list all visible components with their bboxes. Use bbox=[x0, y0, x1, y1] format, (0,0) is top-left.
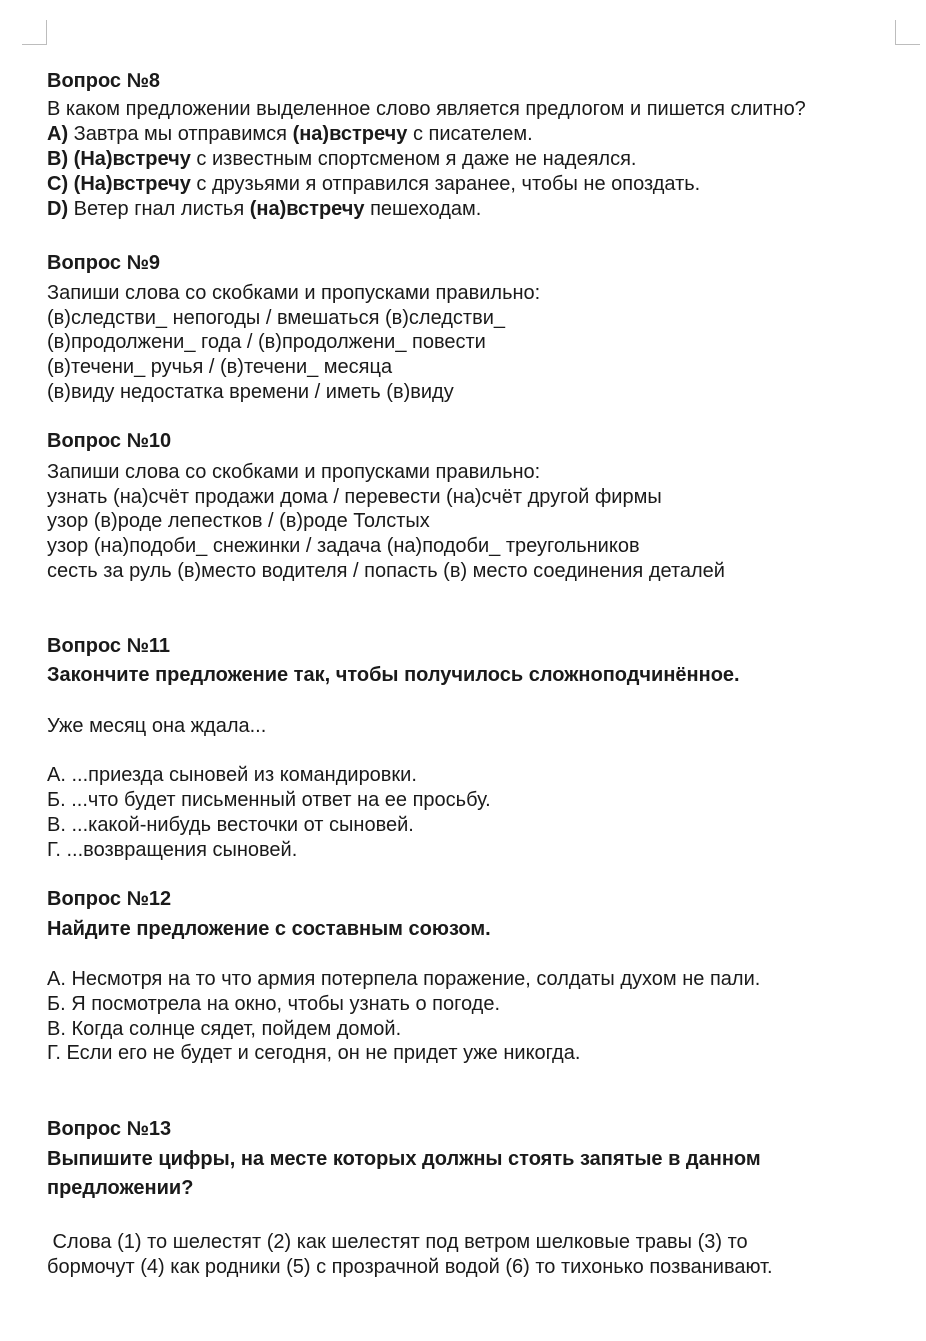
question-11-option: В. ...какой-нибудь весточки от сыновей. bbox=[47, 814, 414, 836]
page-corner-mark-left bbox=[22, 20, 47, 45]
question-11-task: Закончите предложение так, чтобы получилось сложноподчинённое. bbox=[47, 664, 740, 686]
question-11-option: Б. ...что будет письменный ответ на ее просьбу. bbox=[47, 789, 491, 811]
question-10-line: узнать (на)счёт продажи дома / перевести (на)счёт другой фирмы bbox=[47, 486, 662, 508]
question-12-task: Найдите предложение с составным союзом. bbox=[47, 918, 491, 940]
question-9-line: (в)виду недостатка времени / иметь (в)виду bbox=[47, 381, 454, 403]
question-10-line: узор (в)роде лепестков / (в)роде Толстых bbox=[47, 510, 430, 532]
highlighted-word: (На)встречу bbox=[73, 173, 191, 195]
question-8-option-b: В) (На)встречу с известным спортсменом я даже не надеялся. bbox=[47, 148, 637, 170]
question-8-text: В каком предложении выделенное слово является предлогом и пишется слитно? bbox=[47, 98, 806, 120]
question-11-option: А. ...приезда сыновей из командировки. bbox=[47, 764, 417, 786]
highlighted-word: (на)встречу bbox=[292, 123, 408, 145]
question-11-title: Вопрос №11 bbox=[47, 635, 171, 657]
question-13-text-line: Слова (1) то шелестят (2) как шелестят под ветром шелковые травы (3) то bbox=[47, 1231, 748, 1253]
question-9-line: (в)течени_ ручья / (в)течени_ месяца bbox=[47, 356, 393, 378]
question-12-option: Г. Если его не будет и сегодня, он не придет уже никогда. bbox=[47, 1042, 581, 1064]
question-10-line: Запиши слова со скобками и пропусками правильно: bbox=[47, 461, 541, 483]
question-12-option: В. Когда солнце сядет, пойдем домой. bbox=[47, 1018, 402, 1040]
option-letter: D) bbox=[47, 198, 69, 220]
highlighted-word: (на)встречу bbox=[249, 198, 365, 220]
question-8-option-d: D) Ветер гнал листья (на)встречу пешеходам. bbox=[47, 198, 482, 220]
question-13-task-line: предложении? bbox=[47, 1177, 194, 1199]
question-10-line: сесть за руль (в)место водителя / попасть (в) место соединения деталей bbox=[47, 560, 725, 582]
question-12-title: Вопрос №12 bbox=[47, 888, 172, 910]
question-9-line: Запиши слова со скобками и пропусками правильно: bbox=[47, 282, 541, 304]
question-10-line: узор (на)подоби_ снежинки / задача (на)подоби_ треугольников bbox=[47, 535, 640, 557]
page-corner-mark-right bbox=[895, 20, 920, 45]
option-letter: А) bbox=[47, 123, 69, 145]
question-8-option-a: А) Завтра мы отправимся (на)встречу с писателем. bbox=[47, 123, 533, 145]
question-10-title: Вопрос №10 bbox=[47, 430, 172, 452]
question-11-option: Г. ...возвращения сыновей. bbox=[47, 839, 298, 861]
question-9-line: (в)следстви_ непогоды / вмешаться (в)следстви_ bbox=[47, 307, 505, 329]
question-11-stem: Уже месяц она ждала... bbox=[47, 715, 267, 737]
option-letter: С) bbox=[47, 173, 69, 195]
option-letter: В) bbox=[47, 148, 69, 170]
question-8-title: Вопрос №8 bbox=[47, 70, 161, 92]
question-13-title: Вопрос №13 bbox=[47, 1118, 172, 1140]
highlighted-word: (На)встречу bbox=[73, 148, 191, 170]
question-9-line: (в)продолжени_ года / (в)продолжени_ повести bbox=[47, 331, 486, 353]
question-13-text-line: бормочут (4) как родники (5) с прозрачной водой (6) то тихонько позванивают. bbox=[47, 1256, 773, 1278]
question-13-task-line: Выпишите цифры, на месте которых должны стоять запятые в данном bbox=[47, 1148, 761, 1170]
question-12-option: А. Несмотря на то что армия потерпела поражение, солдаты духом не пали. bbox=[47, 968, 761, 990]
question-8-option-c: С) (На)встречу с друзьями я отправился заранее, чтобы не опоздать. bbox=[47, 173, 701, 195]
question-12-option: Б. Я посмотрела на окно, чтобы узнать о погоде. bbox=[47, 993, 501, 1015]
question-9-title: Вопрос №9 bbox=[47, 252, 161, 274]
